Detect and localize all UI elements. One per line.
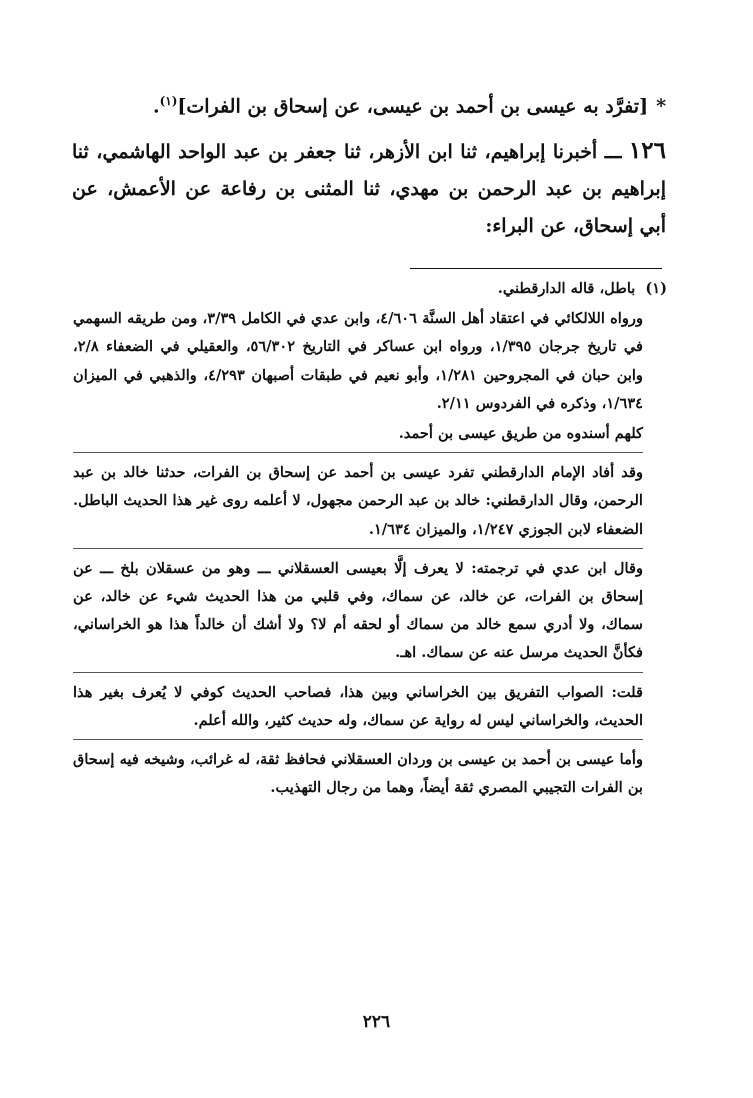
hadith-number: ١٢٦ xyxy=(628,137,666,164)
footnote-1 xyxy=(73,275,667,802)
page-number: ٢٢٦ xyxy=(362,1012,391,1032)
footnote-marker: (١) xyxy=(645,280,667,297)
footnote-ref: (١) xyxy=(159,94,178,108)
footnote-paragraph: وقال ابن عدي في ترجمته: لا يعرف إلَّا بعيسى العسقلاني ـــ وهو من عسقلان بلخ ـــ عن إسحاق بن الفرات، عن خالد، عن سماك، وفي قلبي من هذا الحديث شيء عن خالد، عن سماك، ولا أدري سمع خالد من سماك أو لحقه أم لا؟ ولا أشك أن خالداً هذا هو الخراساني، فكأنَّ الحديث مرسل عنه عن سماك. اهـ. xyxy=(73,559,643,662)
paragraph-divider xyxy=(73,739,643,740)
footnote-paragraph: قلت: الصواب التفريق بين الخراساني وبين هذا، فصاحب الحديث كوفي لا يُعرف بغير هذا الحديث، والخراساني ليس له رواية عن سماك، وله حديث كثير، والله أعلم. xyxy=(73,683,643,729)
star-marker: * xyxy=(656,95,666,118)
footnote-verdict: باطل، قاله الدارقطني. xyxy=(497,280,636,297)
paragraph-divider xyxy=(73,452,643,453)
footnote-paragraph: وقد أفاد الإمام الدارقطني تفرد عيسى بن أحمد عن إسحاق بن الفرات، حدثنا خالد بن عبد الرحمن، وقال الدارقطني: خالد بن عبد الرحمن مجهول، لا أعلمه روى غير هذا الحديث الباطل. الضعفاء لابن الجوزي ١/٢٤٧، والميزان ١/٦٣٤. xyxy=(73,464,643,538)
hadith-text: أخبرنا إبراهيم، ثنا ابن الأزهر، ثنا جعفر بن عبد الواحد الهاشمي، ثنا إبراهيم بن عبد الرحمن بن مهدي، ثنا المثنى بن رفاعة عن الأعمش، عن أبي إسحاق، عن البراء: xyxy=(72,141,666,237)
footnote-paragraph: وأما عيسى بن أحمد بن عيسى بن وردان العسقلاني فحافظ ثقة، له غرائب، وشيخه فيه إسحاق بن الفرات التجيبي المصري ثقة أيضاً، وهما من رجال التهذيب. xyxy=(73,751,643,797)
hadith-paragraph xyxy=(72,132,666,245)
heading-end: . xyxy=(152,95,160,118)
paragraph-divider xyxy=(73,548,643,549)
footnote-separator xyxy=(410,268,662,269)
heading-text: [تفرَّد به عيسى بن أحمد بن عيسى، عن إسحاق بن الفرات] xyxy=(177,95,649,118)
footnote-verdict-line xyxy=(73,275,667,303)
hadith-dash: ـــ xyxy=(604,141,622,163)
hadith-heading xyxy=(72,84,666,123)
footnotes xyxy=(73,275,667,802)
paragraph-divider xyxy=(73,672,643,673)
footnote-paragraph: ورواه اللالكائي في اعتقاد أهل السنَّة ٤/٦٠٦، وابن عدي في الكامل ٣/٣٩، ومن طريقه السهمي في تاريخ جرجان ١/٣٩٥، ورواه ابن عساكر في التاريخ ٥٦/٣٠٢، والعقيلي في الضعفاء ٢/٨، وابن حبان في المجروحين ١/٢٨١، وأبو نعيم في طبقات أصبهان ٤/٢٩٣، والذهبي في الميزان ١/٦٣٤، وذكره في الفردوس ٢/١١. xyxy=(73,310,643,412)
footnote-paragraph: كلهم أسندوه من طريق عيسى بن أحمد. xyxy=(398,425,643,443)
